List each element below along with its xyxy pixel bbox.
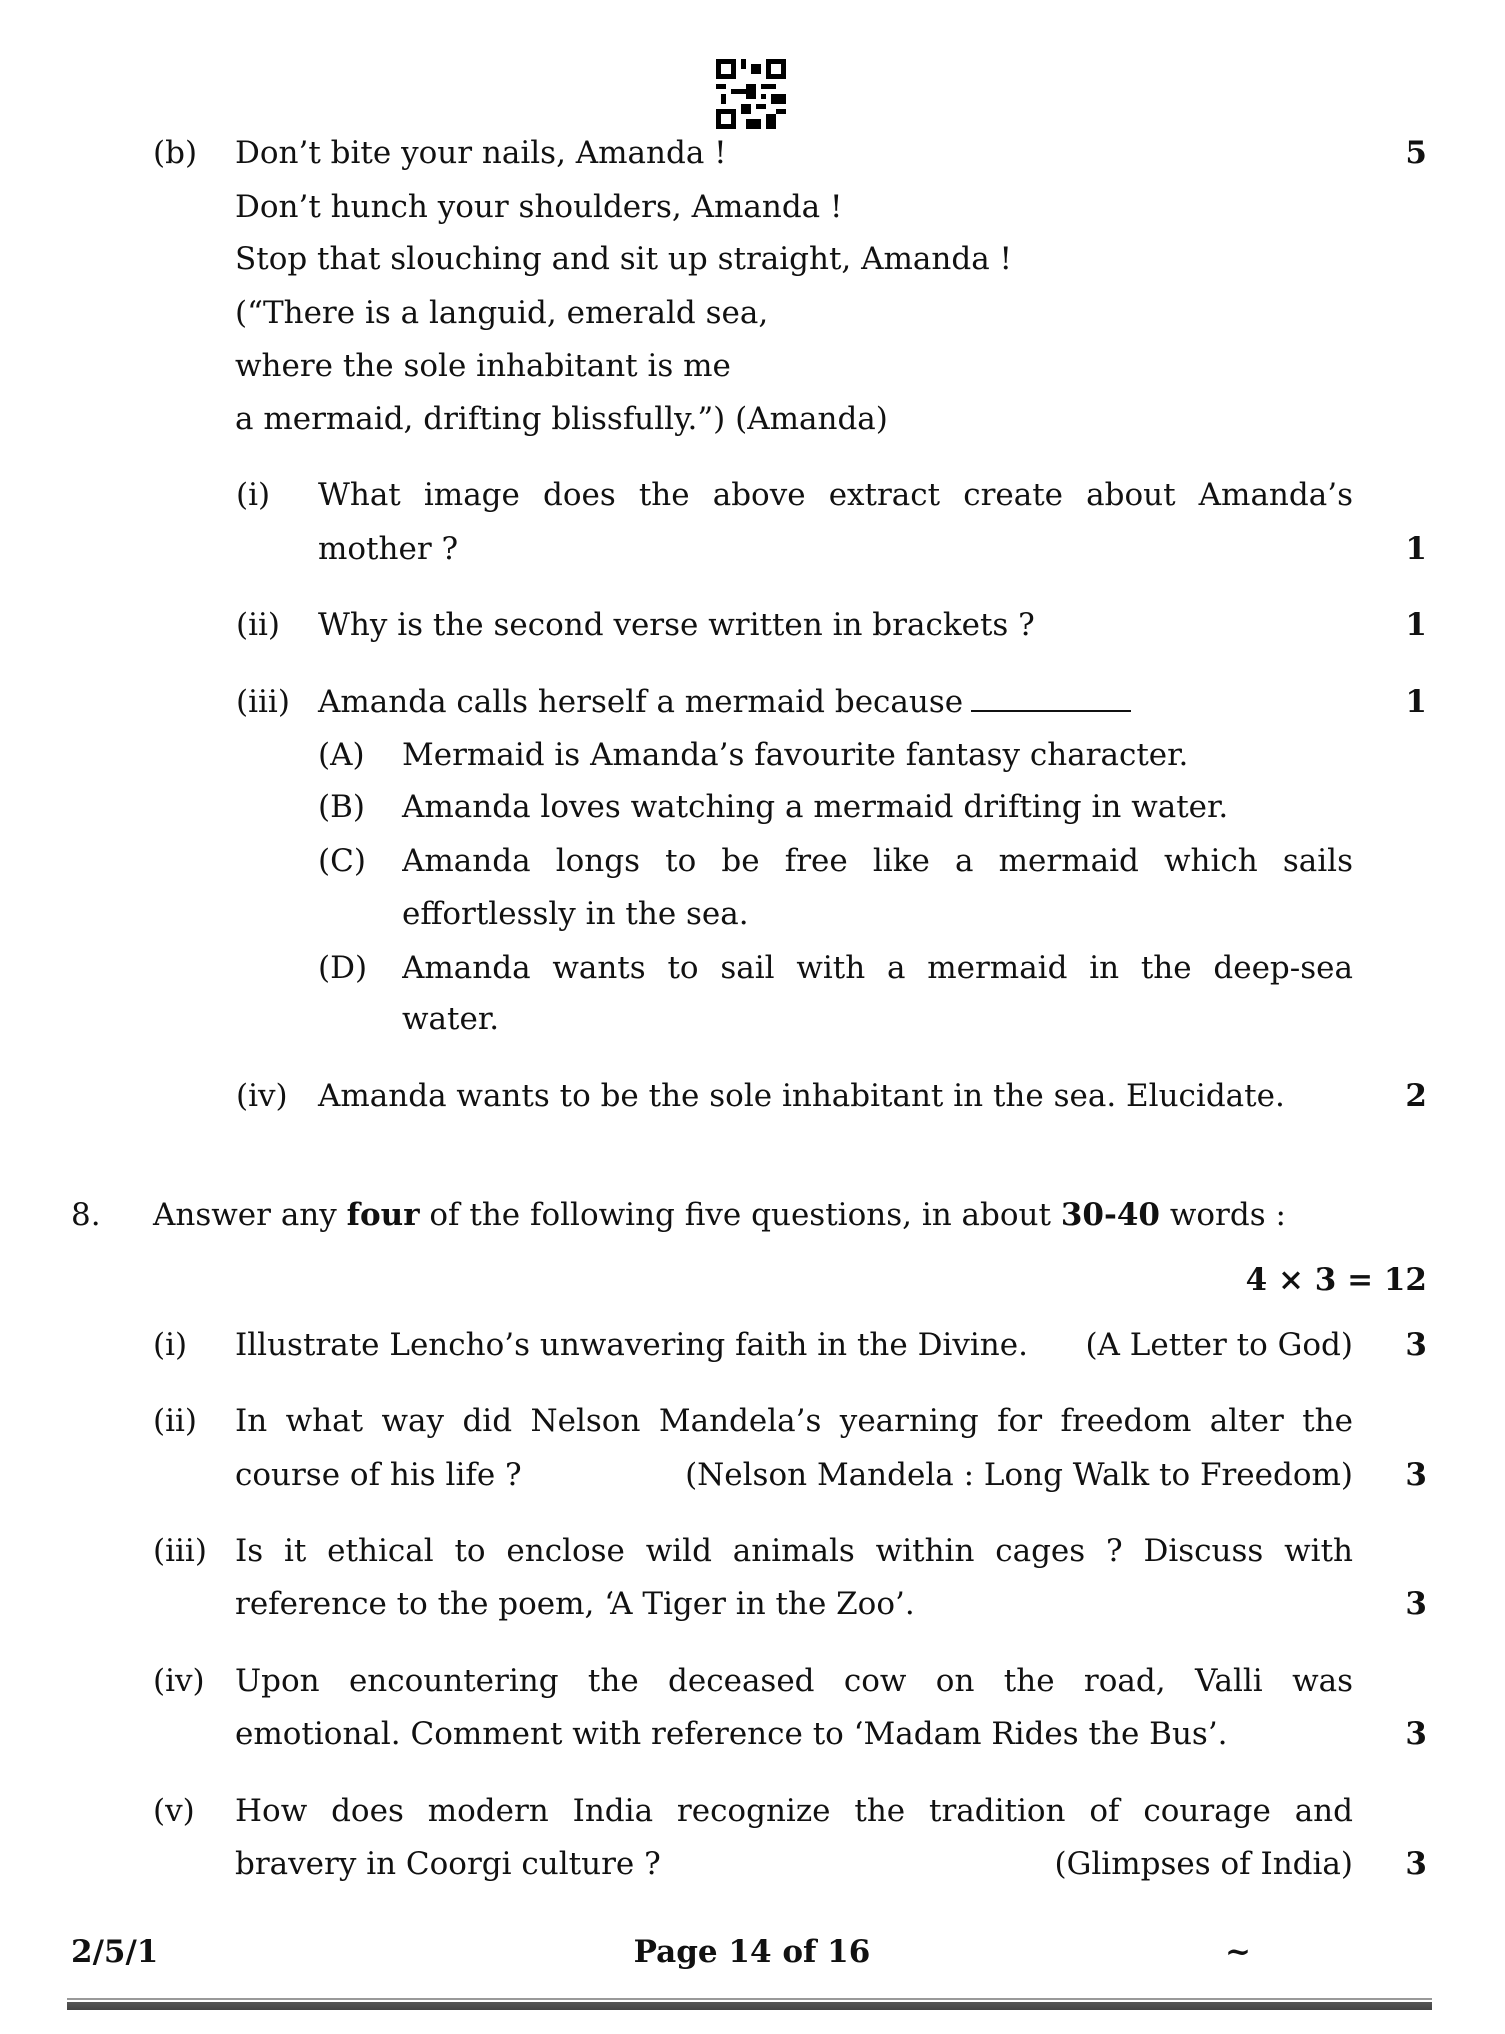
option-text: Amanda loves watching a mermaid drifting in water. [402, 789, 1229, 825]
subquestion-text: In what way did Nelson Mandela’s yearning for freedom alter the [235, 1403, 1353, 1439]
marks: 3 [1405, 1457, 1427, 1493]
subquestion-text: reference to the poem, ‘A Tiger in the Zoo’. [235, 1586, 915, 1622]
subquestion-text: Is it ethical to enclose wild animals within cages ? Discuss with [235, 1533, 1353, 1569]
question-text: Amanda calls herself a mermaid because [318, 684, 964, 720]
text: course of his life ? [235, 1457, 522, 1493]
qr-code [716, 58, 786, 130]
poem-line: a mermaid, drifting blissfully.”) (Amanda) [235, 401, 888, 437]
subquestion-text [235, 1449, 1353, 1502]
subquestion-label: (v) [153, 1793, 195, 1829]
marks: 1 [1405, 531, 1427, 567]
subquestion-text [235, 1319, 1353, 1372]
marks: 5 [1405, 135, 1427, 171]
poem-line: Stop that slouching and sit up straight, Amanda ! [235, 241, 1012, 277]
marks: 3 [1405, 1327, 1427, 1363]
marks: 1 [1405, 607, 1427, 643]
footer-rule [67, 1998, 1432, 2010]
subquestion-label: (ii) [236, 607, 281, 643]
subquestion-label: (i) [236, 477, 271, 513]
source: (Nelson Mandela : Long Walk to Freedom) [685, 1457, 1353, 1493]
question-instruction [153, 1189, 1286, 1242]
poem-line: where the sole inhabitant is me [235, 348, 731, 384]
subquestion-text: Amanda wants to be the sole inhabitant in the sea. Elucidate. [318, 1078, 1285, 1114]
subquestion-label: (i) [153, 1327, 188, 1363]
bold-text: four [346, 1197, 420, 1233]
poem-line: (“There is a languid, emerald sea, [235, 295, 769, 331]
subquestion-text [235, 1838, 1353, 1891]
option-text: effortlessly in the sea. [402, 896, 749, 932]
marks: 1 [1405, 684, 1427, 720]
text: bravery in Coorgi culture ? [235, 1846, 661, 1882]
subquestion-text: Why is the second verse written in brackets ? [318, 607, 1035, 643]
paper-code: 2/5/1 [71, 1934, 159, 1970]
bold-text: 30-40 [1060, 1197, 1160, 1233]
question-number: 8. [71, 1197, 101, 1233]
option-label: (C) [318, 843, 366, 879]
answer-blank [971, 680, 1131, 712]
poem-line: Don’t bite your nails, Amanda ! [235, 135, 727, 171]
poem-line: Don’t hunch your shoulders, Amanda ! [235, 189, 843, 225]
marks: 3 [1405, 1716, 1427, 1752]
marks: 2 [1405, 1078, 1427, 1114]
source: (A Letter to God) [1085, 1327, 1353, 1363]
text: Illustrate Lencho’s unwavering faith in the Divine. [235, 1327, 1028, 1363]
page-number: Page 14 of 16 [633, 1934, 871, 1970]
marks: 3 [1405, 1846, 1427, 1882]
subquestion-label: (iii) [153, 1533, 207, 1569]
subquestion-label: (ii) [153, 1403, 198, 1439]
option-text: Amanda wants to sail with a mermaid in the deep-sea [402, 950, 1353, 986]
text: of the following five questions, in about [419, 1197, 1061, 1233]
subquestion-text: emotional. Comment with reference to ‘Madam Rides the Bus’. [235, 1716, 1228, 1752]
subquestion-text [318, 676, 1131, 729]
subquestion-text: mother ? [318, 531, 459, 567]
source: (Glimpses of India) [1054, 1846, 1353, 1882]
subquestion-label: (iv) [153, 1663, 205, 1699]
subquestion-label: (iv) [236, 1078, 288, 1114]
question-label: (b) [153, 135, 198, 171]
text: Answer any [153, 1197, 347, 1233]
subquestion-text: Upon encountering the deceased cow on the road, Valli was [235, 1663, 1353, 1699]
option-label: (B) [318, 789, 365, 825]
option-label: (A) [318, 737, 365, 773]
subquestion-text: What image does the above extract create about Amanda’s [318, 477, 1353, 513]
footer-mark: ~ [1225, 1934, 1251, 1970]
text: words : [1159, 1197, 1286, 1233]
marks: 3 [1405, 1586, 1427, 1622]
option-text: Amanda longs to be free like a mermaid which sails [402, 843, 1353, 879]
option-text: Mermaid is Amanda’s favourite fantasy character. [402, 737, 1189, 773]
subquestion-label: (iii) [236, 684, 290, 720]
option-text: water. [402, 1001, 500, 1037]
option-label: (D) [318, 950, 368, 986]
marks-total: 4 × 3 = 12 [1245, 1262, 1427, 1298]
subquestion-text: How does modern India recognize the tradition of courage and [235, 1793, 1353, 1829]
